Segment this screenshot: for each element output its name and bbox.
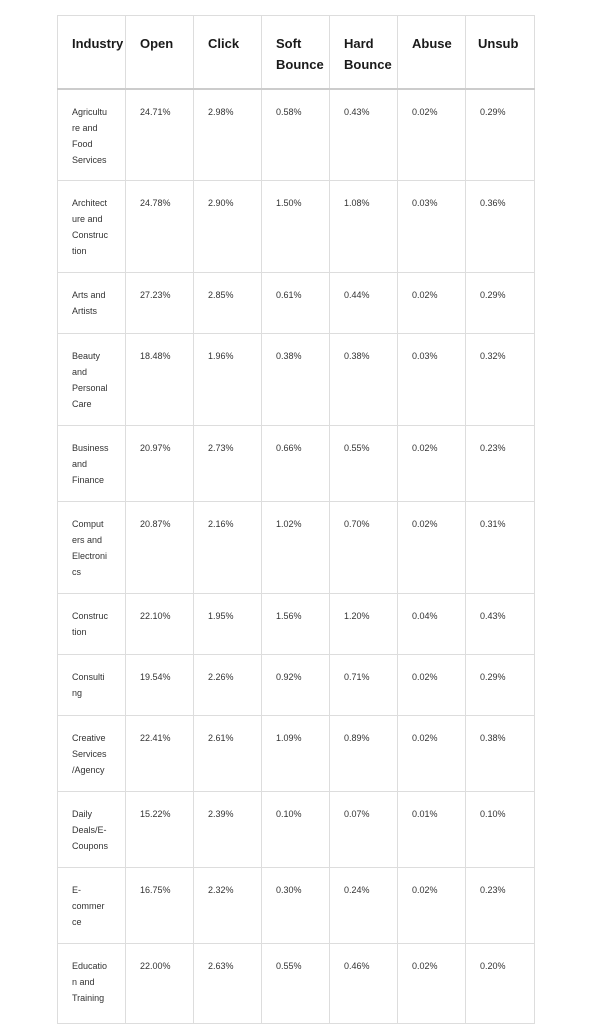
open-cell: 20.87% — [126, 502, 194, 594]
cell-text-line: Open — [140, 36, 174, 51]
cell-text-line: Coupons — [72, 841, 109, 851]
cell-text-line: Industry — [72, 36, 124, 51]
cell-text-line: Click — [208, 36, 240, 51]
cell-text-line: cs — [72, 567, 81, 577]
unsub-cell: 0.23% — [466, 426, 535, 502]
table-row — [58, 792, 535, 868]
open-cell: 15.22% — [126, 792, 194, 868]
open-cell: 16.75% — [126, 868, 194, 944]
click-cell: 2.16% — [194, 502, 262, 594]
soft-bounce-cell: 0.38% — [262, 334, 330, 426]
cell-text-line: ng — [72, 688, 83, 698]
cell-text-line: Unsub — [478, 36, 519, 51]
unsub-cell: 0.29% — [466, 89, 535, 181]
soft-bounce-cell: 0.10% — [262, 792, 330, 868]
cell-text-line: and — [72, 367, 88, 377]
industry-cell — [58, 594, 126, 655]
cell-text-line: tion — [72, 246, 87, 256]
industry-cell — [58, 426, 126, 502]
cell-text-line: /Agency — [72, 765, 105, 775]
cell-text-line: ure and — [72, 214, 103, 224]
unsub-cell: 0.38% — [466, 716, 535, 792]
cell-text-line: commer — [72, 901, 105, 911]
column-header-soft-bounce — [262, 16, 330, 89]
abuse-cell: 0.02% — [398, 89, 466, 181]
click-cell: 2.63% — [194, 944, 262, 1024]
hard-bounce-cell: 1.20% — [330, 594, 398, 655]
cell-text-line: E- — [72, 885, 81, 895]
click-cell: 2.39% — [194, 792, 262, 868]
cell-text-line: re and — [72, 122, 98, 133]
soft-bounce-cell: 1.50% — [262, 181, 330, 273]
abuse-cell: 0.03% — [398, 181, 466, 273]
abuse-cell: 0.02% — [398, 502, 466, 594]
column-header-industry — [58, 16, 126, 89]
table-row — [58, 89, 535, 181]
cell-text-line: Electroni — [72, 551, 108, 561]
cell-text-line: tion — [72, 627, 87, 637]
cell-text-line: Soft — [276, 36, 302, 51]
soft-bounce-cell: 1.02% — [262, 502, 330, 594]
column-header-abuse — [398, 16, 466, 89]
open-cell: 19.54% — [126, 655, 194, 716]
abuse-cell: 0.02% — [398, 868, 466, 944]
unsub-cell: 0.20% — [466, 944, 535, 1024]
industry-cell — [58, 868, 126, 944]
industry-cell — [58, 502, 126, 594]
open-cell: 24.78% — [126, 181, 194, 273]
industry-cell — [58, 944, 126, 1024]
hard-bounce-cell: 0.07% — [330, 792, 398, 868]
open-cell: 20.97% — [126, 426, 194, 502]
click-cell: 1.96% — [194, 334, 262, 426]
hard-bounce-cell: 0.89% — [330, 716, 398, 792]
unsub-cell: 0.32% — [466, 334, 535, 426]
header-row — [58, 16, 535, 89]
hard-bounce-cell: 0.38% — [330, 334, 398, 426]
unsub-cell: 0.31% — [466, 502, 535, 594]
unsub-cell: 0.10% — [466, 792, 535, 868]
open-cell: 22.00% — [126, 944, 194, 1024]
industry-cell — [58, 716, 126, 792]
click-cell: 2.32% — [194, 868, 262, 944]
industry-cell — [58, 792, 126, 868]
hard-bounce-cell: 0.70% — [330, 502, 398, 594]
unsub-cell: 0.43% — [466, 594, 535, 655]
cell-text-line: ers and — [72, 535, 103, 545]
table-row — [58, 273, 535, 334]
column-header-click — [194, 16, 262, 89]
table-row — [58, 502, 535, 594]
column-header-unsub — [466, 16, 535, 89]
table-body — [58, 89, 535, 1024]
abuse-cell: 0.01% — [398, 792, 466, 868]
cell-text-line: n and — [72, 977, 95, 987]
hard-bounce-cell: 0.44% — [330, 273, 398, 334]
click-cell: 2.26% — [194, 655, 262, 716]
cell-text-line: Training — [72, 993, 105, 1003]
cell-text-line: Services — [72, 154, 107, 165]
click-cell: 2.90% — [194, 181, 262, 273]
hard-bounce-cell: 1.08% — [330, 181, 398, 273]
cell-text-line: Bounce — [344, 57, 392, 72]
hard-bounce-cell: 0.24% — [330, 868, 398, 944]
cell-text-line: Comput — [72, 519, 104, 529]
table-row — [58, 334, 535, 426]
click-cell: 1.95% — [194, 594, 262, 655]
cell-text-line: Architect — [72, 198, 108, 208]
abuse-cell: 0.02% — [398, 655, 466, 716]
cell-text-line: Arts and — [72, 290, 106, 300]
table-row — [58, 944, 535, 1024]
cell-text-line: Beauty — [72, 351, 101, 361]
table-row — [58, 655, 535, 716]
cell-text-line: Artists — [72, 306, 98, 316]
cell-text-line: Construc — [72, 230, 109, 240]
industry-cell — [58, 655, 126, 716]
soft-bounce-cell: 0.58% — [262, 89, 330, 181]
industry-cell — [58, 181, 126, 273]
cell-text-line: Care — [72, 399, 92, 409]
soft-bounce-cell: 0.61% — [262, 273, 330, 334]
table-row — [58, 181, 535, 273]
open-cell: 27.23% — [126, 273, 194, 334]
cell-text-line: Personal — [72, 383, 108, 393]
cell-text-line: Bounce — [276, 57, 324, 72]
cell-text-line: Deals/E- — [72, 825, 107, 835]
abuse-cell: 0.02% — [398, 716, 466, 792]
unsub-cell: 0.36% — [466, 181, 535, 273]
industry-cell — [58, 89, 126, 181]
cell-text-line: Creative — [72, 733, 106, 743]
open-cell: 22.41% — [126, 716, 194, 792]
cell-text-line: Services — [72, 749, 107, 759]
table-row — [58, 716, 535, 792]
cell-text-line: Hard — [344, 36, 374, 51]
cell-text-line: Abuse — [412, 36, 452, 51]
unsub-cell: 0.23% — [466, 868, 535, 944]
column-header-hard-bounce — [330, 16, 398, 89]
soft-bounce-cell: 1.56% — [262, 594, 330, 655]
click-cell: 2.61% — [194, 716, 262, 792]
cell-text-line: Agricultu — [72, 106, 108, 117]
click-cell: 2.73% — [194, 426, 262, 502]
soft-bounce-cell: 0.66% — [262, 426, 330, 502]
industry-cell — [58, 273, 126, 334]
abuse-cell: 0.03% — [398, 334, 466, 426]
abuse-cell: 0.02% — [398, 273, 466, 334]
column-header-open — [126, 16, 194, 89]
industry-cell — [58, 334, 126, 426]
open-cell: 24.71% — [126, 89, 194, 181]
table-row — [58, 594, 535, 655]
unsub-cell: 0.29% — [466, 273, 535, 334]
soft-bounce-cell: 0.92% — [262, 655, 330, 716]
cell-text-line: Finance — [72, 475, 105, 485]
hard-bounce-cell: 0.46% — [330, 944, 398, 1024]
soft-bounce-cell: 0.55% — [262, 944, 330, 1024]
table-row — [58, 868, 535, 944]
cell-text-line: Food — [72, 138, 93, 149]
cell-text-line: ce — [72, 917, 82, 927]
table-header — [58, 16, 535, 89]
cell-text-line: Consulti — [72, 672, 105, 682]
cell-text-line: Construc — [72, 611, 109, 621]
hard-bounce-cell: 0.71% — [330, 655, 398, 716]
soft-bounce-cell: 1.09% — [262, 716, 330, 792]
industry-benchmarks-table — [57, 15, 535, 1024]
abuse-cell: 0.02% — [398, 426, 466, 502]
hard-bounce-cell: 0.55% — [330, 426, 398, 502]
cell-text-line: Business — [72, 443, 109, 453]
cell-text-line: Educatio — [72, 961, 108, 971]
click-cell: 2.85% — [194, 273, 262, 334]
open-cell: 18.48% — [126, 334, 194, 426]
open-cell: 22.10% — [126, 594, 194, 655]
hard-bounce-cell: 0.43% — [330, 89, 398, 181]
abuse-cell: 0.04% — [398, 594, 466, 655]
soft-bounce-cell: 0.30% — [262, 868, 330, 944]
cell-text-line: and — [72, 459, 88, 469]
abuse-cell: 0.02% — [398, 944, 466, 1024]
click-cell: 2.98% — [194, 89, 262, 181]
cell-text-line: Daily — [72, 809, 93, 819]
industry-benchmarks-table-container — [57, 15, 534, 1024]
table-row — [58, 426, 535, 502]
unsub-cell: 0.29% — [466, 655, 535, 716]
